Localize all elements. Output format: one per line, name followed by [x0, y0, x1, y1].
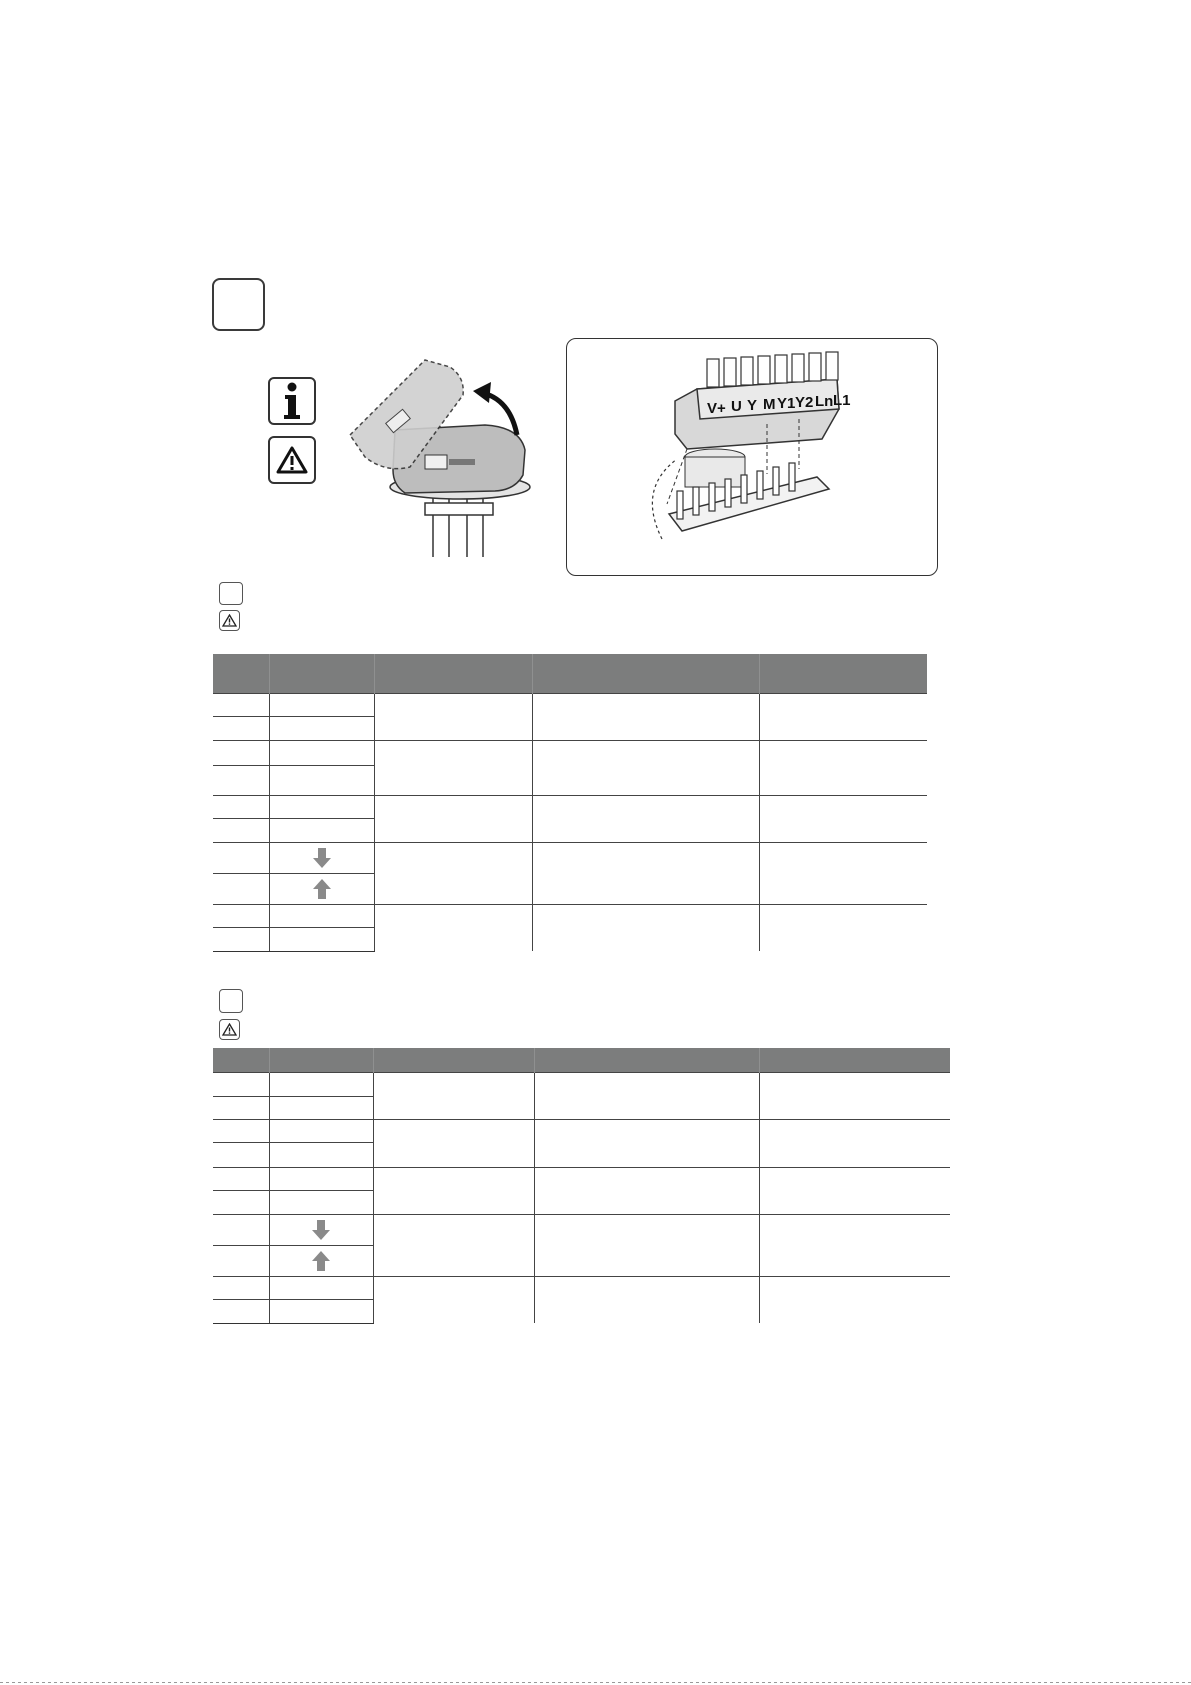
wiring-table-2 [213, 1048, 950, 1324]
table-header-cell [759, 654, 927, 693]
step-number-box [212, 278, 265, 331]
info-icon [268, 377, 316, 425]
table-header-cell [213, 654, 269, 693]
table-row [213, 1276, 950, 1299]
table-header-row [213, 1048, 950, 1072]
arrow-down-icon [311, 1219, 331, 1241]
info-small-icon-2 [219, 989, 243, 1013]
table-header-cell [269, 1048, 373, 1072]
table-row [213, 693, 927, 716]
terminal-label-1: V+ [707, 400, 726, 417]
terminal-label-7: Ln [815, 393, 834, 410]
terminal-label-4: M [763, 396, 776, 413]
table-row [213, 795, 927, 818]
terminal-label-6: Y2 [795, 394, 814, 411]
table-header-row [213, 654, 927, 693]
table-header-cell [534, 1048, 759, 1072]
wiring-table-1 [213, 654, 927, 952]
table-header-cell [374, 654, 532, 693]
table-row [213, 842, 927, 873]
page-edge-marks [0, 1680, 1191, 1685]
table-row [213, 1214, 950, 1245]
table-header-cell [213, 1048, 269, 1072]
table-header-cell [269, 654, 374, 693]
info-small-icon [219, 582, 243, 605]
table-header-cell [532, 654, 759, 693]
table-row [213, 1072, 950, 1096]
table-header-cell [373, 1048, 534, 1072]
table-header-cell [759, 1048, 950, 1072]
terminal-label-8: L1 [833, 392, 851, 409]
terminal-label-2: U [731, 398, 742, 415]
table-row [213, 904, 927, 927]
terminal-label-3: Y [747, 397, 758, 414]
actuator-cover-illustration [345, 355, 545, 560]
arrow-up-icon [311, 1250, 331, 1272]
terminal-label-5: Y1 [777, 395, 796, 412]
arrow-down-icon [312, 847, 332, 869]
arrow-up-icon [312, 878, 332, 900]
table-row [213, 740, 927, 765]
warning-icon [268, 436, 316, 484]
warning-small-icon-2 [219, 1019, 240, 1040]
terminal-connector-panel [566, 338, 938, 576]
terminal-connector-illustration [567, 339, 936, 574]
table-row [213, 1167, 950, 1190]
warning-small-icon [219, 610, 240, 631]
table-row [213, 1119, 950, 1142]
